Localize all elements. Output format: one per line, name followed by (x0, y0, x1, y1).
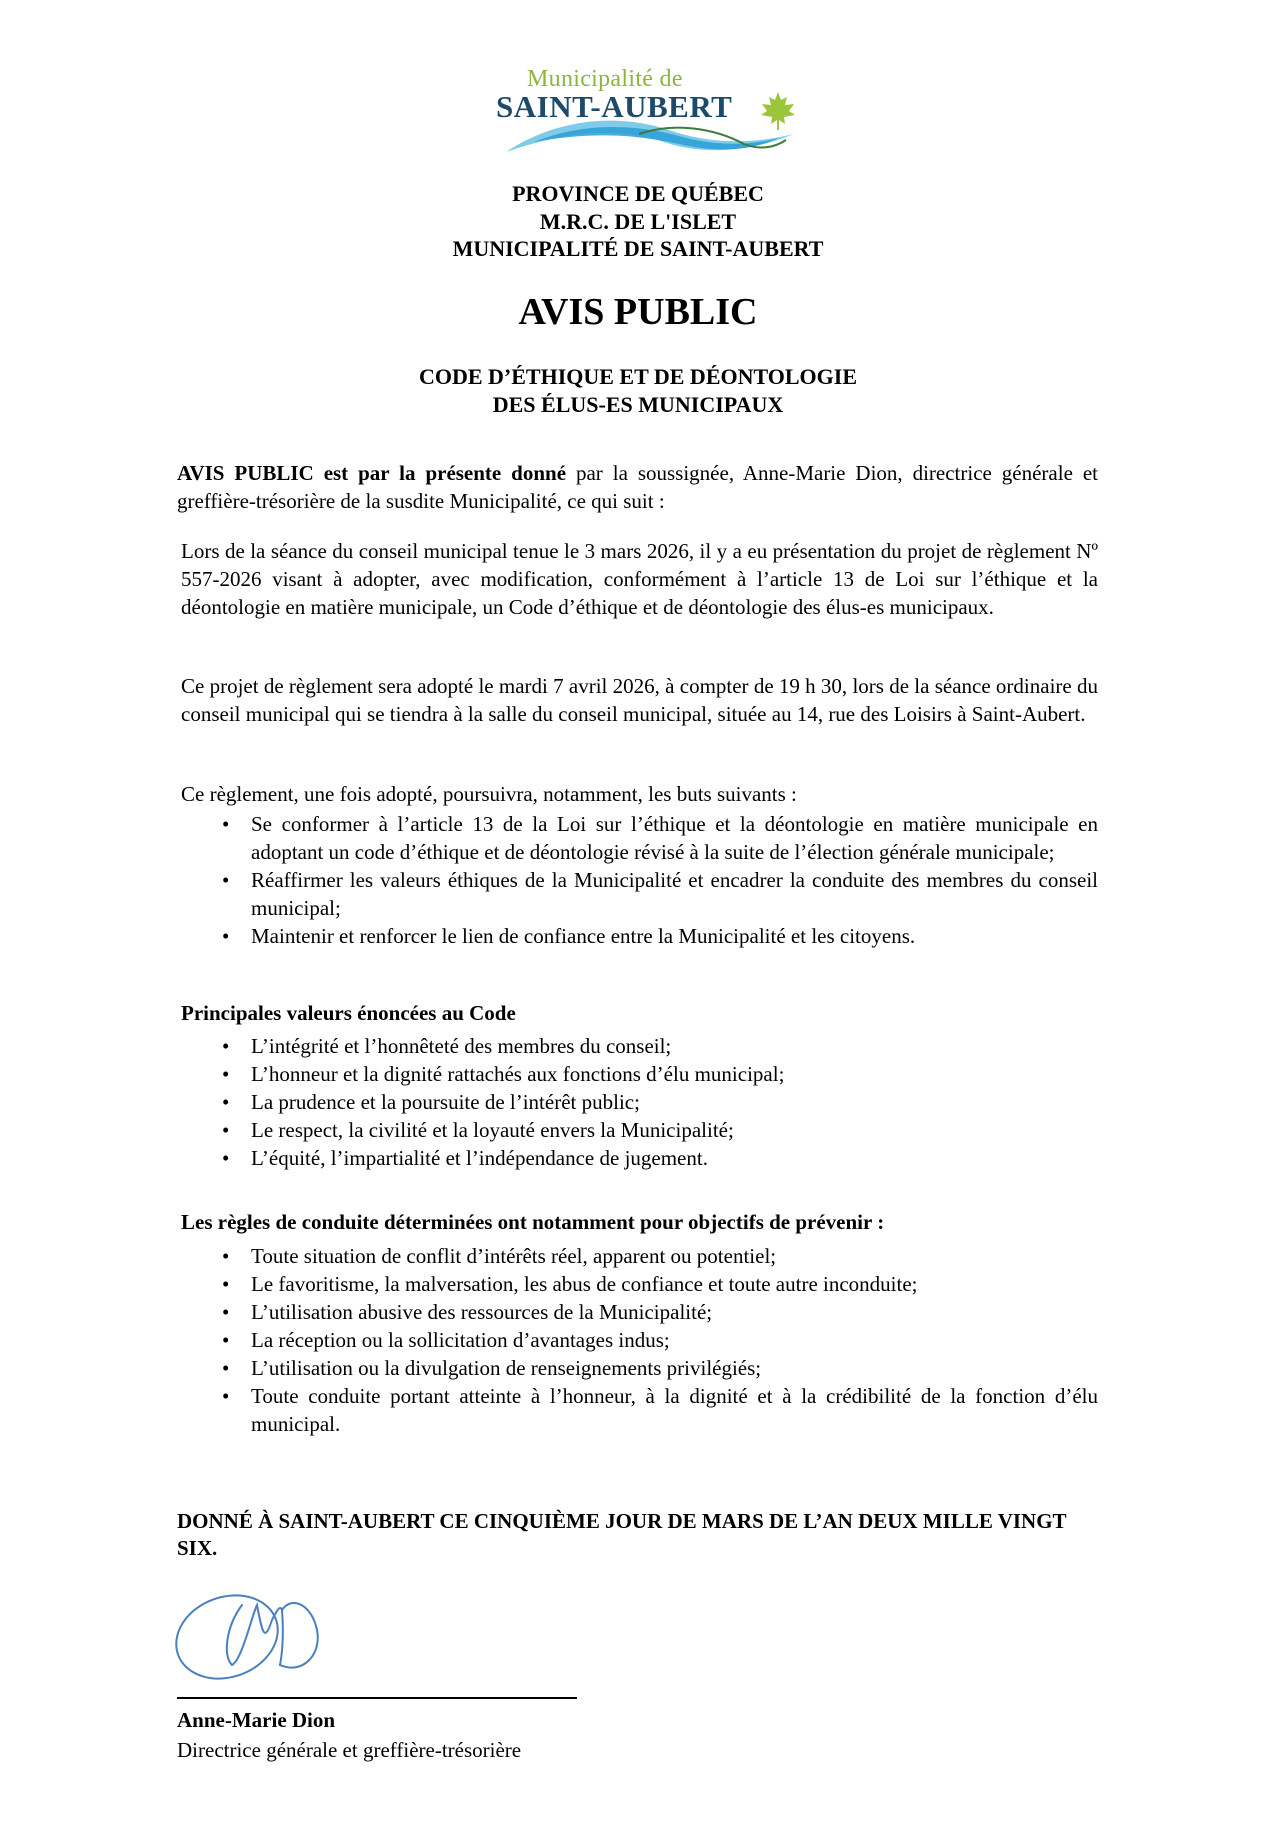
logo-line-saint-aubert: SAINT-AUBERT (496, 89, 733, 124)
handwritten-signature (172, 1585, 372, 1685)
paragraph-presentation: Lors de la séance du conseil municipal tenue le 3 mars 2026, il y a eu présentation du projet de règlement Nº 557-2026 visant à adopter, avec modification, conformément à l’article 13 de Loi sur l’éthique et la déontologie en matière municipale, un Code d’éthique et de déontologie des élus-es municipaux. (181, 539, 1098, 619)
bullet-icon: • (222, 1272, 230, 1296)
list-item: • L’utilisation ou la divulgation de renseignements privilégiés; (222, 1356, 762, 1380)
list-item: • Se conformer à l’article 13 de la Loi sur l’éthique et la déontologie en matière municipale en adoptant un code d’éthique et de déontologie révisé à la suite de l’élection générale municipale; (222, 812, 1098, 864)
bullet-icon: • (222, 924, 230, 948)
bullet-icon: • (222, 1062, 230, 1086)
list-item: • L’utilisation abusive des ressources de la Municipalité; (222, 1300, 713, 1324)
signatory-name: Anne-Marie Dion (177, 1708, 336, 1732)
bullet-icon: • (222, 812, 230, 836)
bullet-icon: • (222, 1244, 230, 1268)
page-title: AVIS PUBLIC (518, 291, 758, 333)
values-list (181, 1032, 1098, 1172)
signatory-role: Directrice générale et greffière-trésorière (177, 1738, 522, 1762)
logo-line-municipalite: Municipalité de (527, 66, 683, 92)
subtitle-line-1: CODE D’ÉTHIQUE ET DE DÉONTOLOGIE (418, 364, 858, 389)
bullet-icon: • (222, 1356, 230, 1380)
rules-heading: Les règles de conduite déterminées ont notamment pour objectifs de prévenir : (181, 1210, 885, 1234)
intro-bold: AVIS PUBLIC est par la présente donné (177, 461, 567, 485)
list-item: • Le respect, la civilité et la loyauté envers la Municipalité; (222, 1118, 734, 1142)
document-header (0, 180, 1276, 263)
list-item: • Toute conduite portant atteinte à l’honneur, à la dignité et à la crédibilité de la fonction d’élu municipal. (222, 1384, 1098, 1436)
bullet-icon: • (222, 1118, 230, 1142)
list-item: • Réaffirmer les valeurs éthiques de la Municipalité et encadrer la conduite des membres du conseil municipal; (222, 868, 1098, 920)
bullet-icon: • (222, 1146, 230, 1170)
municipality-logo (494, 62, 804, 162)
intro-paragraph (177, 459, 1098, 515)
given-statement: DONNÉ À SAINT-AUBERT CE CINQUIÈME JOUR DE MARS DE L’AN DEUX MILLE VINGT SIX. (177, 1509, 1067, 1560)
bullet-icon: • (222, 1384, 230, 1408)
bullet-icon: • (222, 1328, 230, 1352)
header-municipality: MUNICIPALITÉ DE SAINT-AUBERT (452, 236, 824, 261)
list-item: • L’honneur et la dignité rattachés aux fonctions d’élu municipal; (222, 1062, 785, 1086)
document-subtitle (0, 363, 1276, 419)
header-province: PROVINCE DE QUÉBEC (512, 181, 764, 206)
signature-line (177, 1697, 577, 1699)
list-item: • Le favoritisme, la malversation, les abus de confiance et toute autre inconduite; (222, 1272, 918, 1296)
list-item: • La réception ou la sollicitation d’avantages indus; (222, 1328, 670, 1352)
list-item: • Maintenir et renforcer le lien de confiance entre la Municipalité et les citoyens. (222, 924, 916, 948)
list-item: • L’équité, l’impartialité et l’indépendance de jugement. (222, 1146, 708, 1170)
header-mrc: M.R.C. DE L'ISLET (539, 208, 737, 234)
goals-list (181, 810, 1098, 950)
paragraph-goals-intro: Ce règlement, une fois adopté, poursuivra, notamment, les buts suivants : (181, 782, 797, 806)
values-heading: Principales valeurs énoncées au Code (181, 1001, 516, 1025)
list-item: • L’intégrité et l’honnêteté des membres du conseil; (222, 1034, 672, 1058)
rules-list (181, 1242, 1098, 1438)
subtitle-line-2: DES ÉLUS-ES MUNICIPAUX (492, 392, 784, 417)
bullet-icon: • (222, 1300, 230, 1324)
paragraph-adoption: Ce projet de règlement sera adopté le mardi 7 avril 2026, à compter de 19 h 30, lors de la séance ordinaire du conseil municipal qui se tiendra à la salle du conseil municipal, située au 14, rue des Loisirs à Saint-Aubert. (181, 674, 1098, 726)
list-item: • La prudence et la poursuite de l’intérêt public; (222, 1090, 640, 1114)
bullet-icon: • (222, 1034, 230, 1058)
intro-rest: par la soussignée, Anne-Marie Dion, directrice générale et greffière-trésorière de la susdite Municipalité, ce qui suit : (177, 461, 1098, 513)
bullet-icon: • (222, 1090, 230, 1114)
bullet-icon: • (222, 868, 230, 892)
maple-leaf-icon (761, 92, 795, 130)
list-item: • Toute situation de conflit d’intérêts réel, apparent ou potentiel; (222, 1244, 777, 1268)
